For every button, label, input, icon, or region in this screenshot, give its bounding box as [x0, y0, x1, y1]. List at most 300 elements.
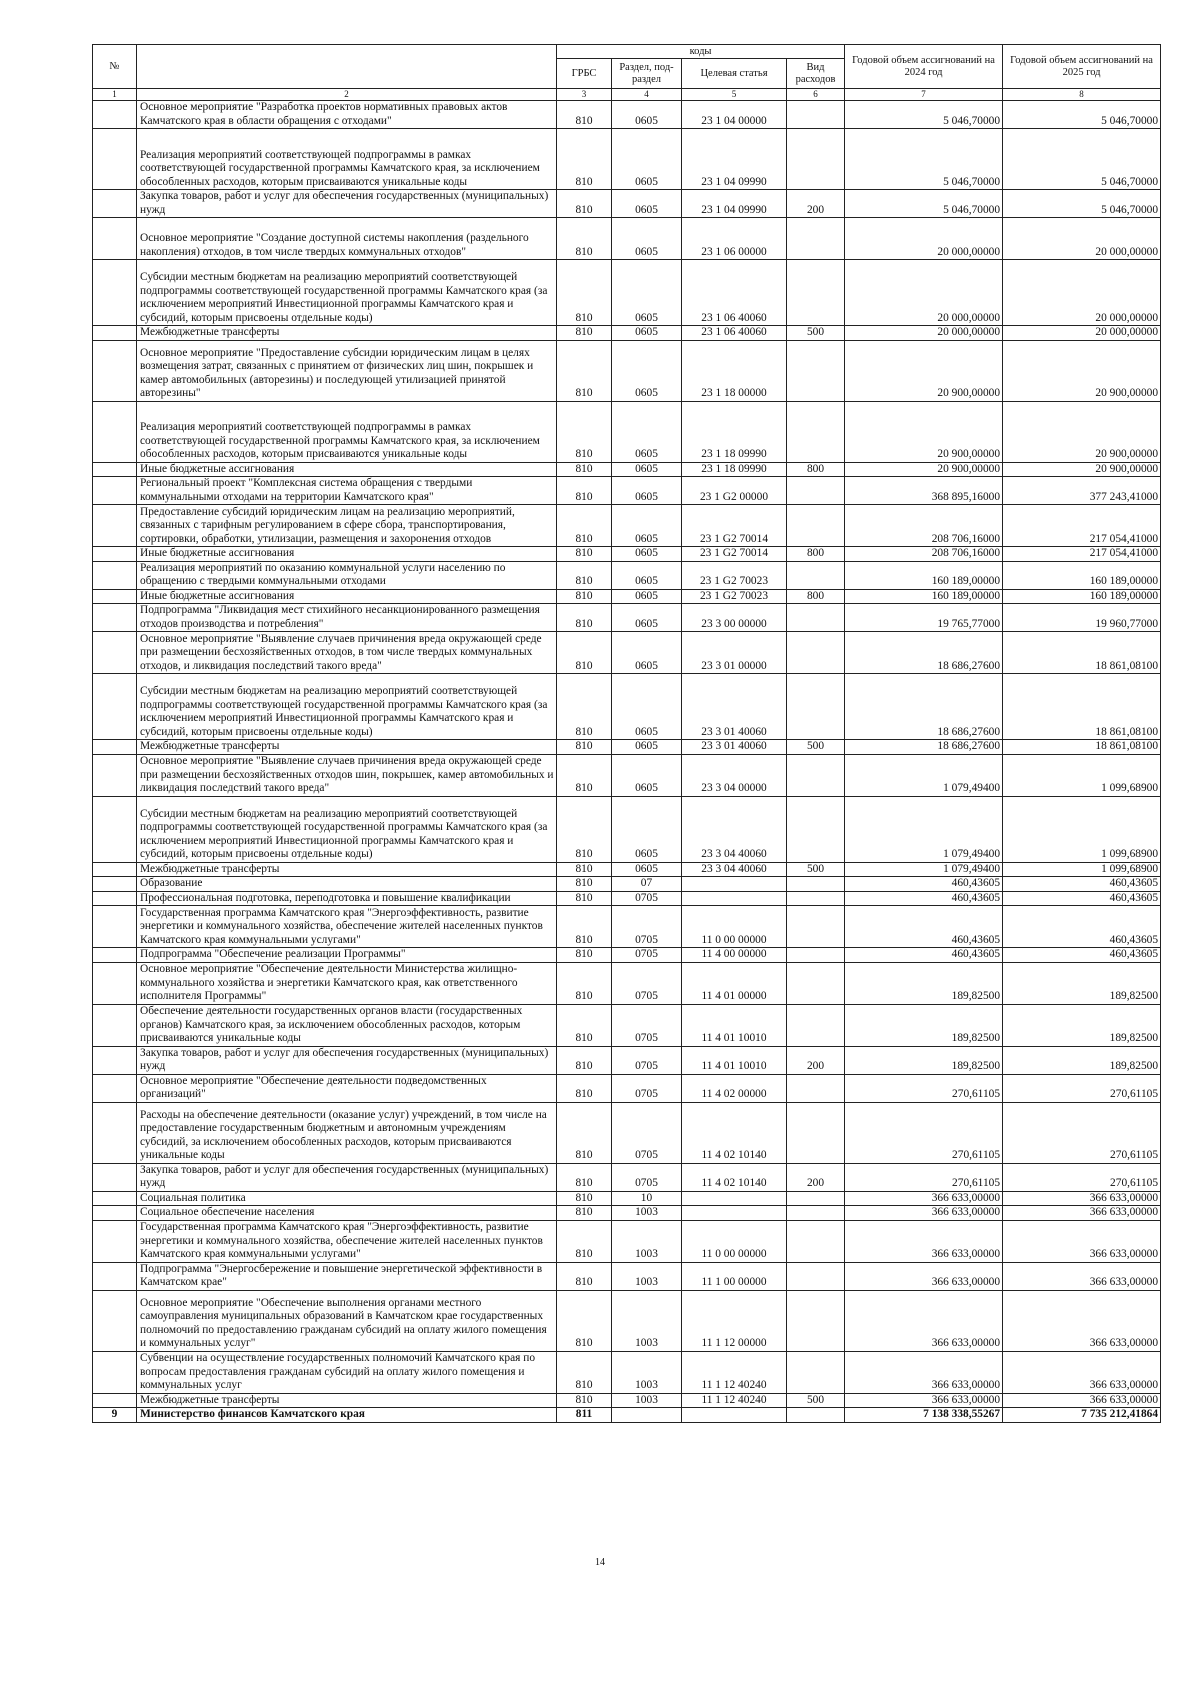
- row-name: Межбюджетные трансферты: [137, 326, 557, 341]
- row-number: [93, 561, 137, 589]
- row-number: [93, 1206, 137, 1221]
- row-kind: [787, 505, 845, 547]
- row-name: Субсидии местным бюджетам на реализацию мероприятий соответствующей подпрограммы соответствующей государственной программы Камчатского края (за исключением мероприятий Инвестиционной программы Камчатского края и субсидий, которым присвоены отдельные коды): [137, 674, 557, 740]
- row-kind: [787, 477, 845, 505]
- row-grbs: 810: [557, 674, 612, 740]
- row-amount-2025: 7 735 212,41864: [1003, 1408, 1161, 1423]
- row-amount-2025: 366 633,00000: [1003, 1191, 1161, 1206]
- row-target: 11 0 00 00000: [682, 906, 787, 948]
- table-row: [93, 1046, 1161, 1074]
- row-amount-2024: 270,61105: [845, 1102, 1003, 1163]
- row-grbs: 810: [557, 1290, 612, 1351]
- col-number-7: 7: [845, 89, 1003, 101]
- row-kind: 200: [787, 1163, 845, 1191]
- row-grbs: 810: [557, 1163, 612, 1191]
- row-target: [682, 1206, 787, 1221]
- row-kind: [787, 906, 845, 948]
- header-target: Целевая статья: [682, 59, 787, 89]
- row-target: 23 1 18 09990: [682, 462, 787, 477]
- row-kind: [787, 948, 845, 963]
- row-target: 23 1 04 09990: [682, 129, 787, 190]
- table-row: [93, 190, 1161, 218]
- row-section: 0705: [612, 906, 682, 948]
- row-amount-2024: 5 046,70000: [845, 190, 1003, 218]
- row-grbs: 810: [557, 477, 612, 505]
- row-name: Профессиональная подготовка, переподготовка и повышение квалификации: [137, 891, 557, 906]
- row-name: Основное мероприятие "Выявление случаев причинения вреда окружающей среде при размещении бесхозяйственных отходов шин, покрышек, камер автомобильных и ликвидация последствий такого вреда": [137, 754, 557, 796]
- row-amount-2025: 1 099,68900: [1003, 796, 1161, 862]
- row-grbs: 810: [557, 218, 612, 260]
- row-number: [93, 877, 137, 892]
- row-kind: [787, 218, 845, 260]
- row-kind: [787, 604, 845, 632]
- row-name: Основное мероприятие "Обеспечение деятельности подведомственных организаций": [137, 1074, 557, 1102]
- row-name: Подпрограмма "Ликвидация мест стихийного несанкционированного размещения отходов производства и потребления": [137, 604, 557, 632]
- row-name: Закупка товаров, работ и услуг для обеспечения государственных (муниципальных) нужд: [137, 190, 557, 218]
- row-target: 23 3 04 40060: [682, 796, 787, 862]
- row-amount-2024: 208 706,16000: [845, 505, 1003, 547]
- row-amount-2024: 366 633,00000: [845, 1191, 1003, 1206]
- row-name: Реализация мероприятий соответствующей подпрограммы в рамках соответствующей государственной программы Камчатского края, за исключением обособленных расходов, которым присваиваются уникальные коды: [137, 401, 557, 462]
- row-amount-2025: 160 189,00000: [1003, 589, 1161, 604]
- row-target: [682, 1408, 787, 1423]
- row-name: Закупка товаров, работ и услуг для обеспечения государственных (муниципальных) нужд: [137, 1046, 557, 1074]
- row-target: 23 1 06 00000: [682, 218, 787, 260]
- row-grbs: 810: [557, 1004, 612, 1046]
- row-grbs: 810: [557, 604, 612, 632]
- row-amount-2024: 366 633,00000: [845, 1262, 1003, 1290]
- row-amount-2025: 20 900,00000: [1003, 462, 1161, 477]
- table-row: [93, 1191, 1161, 1206]
- row-target: 11 4 02 10140: [682, 1163, 787, 1191]
- row-amount-2024: 366 633,00000: [845, 1206, 1003, 1221]
- row-kind: [787, 401, 845, 462]
- row-section: 0605: [612, 796, 682, 862]
- row-kind: [787, 877, 845, 892]
- row-section: 0605: [612, 589, 682, 604]
- row-grbs: 810: [557, 1351, 612, 1393]
- row-grbs: 810: [557, 340, 612, 401]
- row-kind: [787, 891, 845, 906]
- row-section: 0605: [612, 101, 682, 129]
- table-row: [93, 891, 1161, 906]
- row-name: Реализация мероприятий соответствующей подпрограммы в рамках соответствующей государственной программы Камчатского края, за исключением обособленных расходов, которым присваиваются уникальные коды: [137, 129, 557, 190]
- row-name: Иные бюджетные ассигнования: [137, 547, 557, 562]
- row-amount-2024: 208 706,16000: [845, 547, 1003, 562]
- row-target: 11 4 00 00000: [682, 948, 787, 963]
- row-kind: [787, 796, 845, 862]
- row-target: 11 0 00 00000: [682, 1220, 787, 1262]
- row-number: [93, 401, 137, 462]
- row-kind: 800: [787, 547, 845, 562]
- row-grbs: 810: [557, 1046, 612, 1074]
- row-amount-2024: 160 189,00000: [845, 561, 1003, 589]
- row-amount-2024: 5 046,70000: [845, 129, 1003, 190]
- row-number: [93, 891, 137, 906]
- row-amount-2025: 18 861,08100: [1003, 674, 1161, 740]
- row-grbs: 810: [557, 796, 612, 862]
- row-amount-2024: 160 189,00000: [845, 589, 1003, 604]
- row-amount-2025: 270,61105: [1003, 1074, 1161, 1102]
- row-name: Основное мероприятие "Обеспечение выполнения органами местного самоуправления муниципальных образований в Камчатском крае государственных полномочий по предоставлению гражданам субсидий на оплату жилого помещения и коммунальных услуг": [137, 1290, 557, 1351]
- table-row: [93, 1102, 1161, 1163]
- table-row: [93, 326, 1161, 341]
- header-num: №: [93, 45, 137, 89]
- row-amount-2024: 1 079,49400: [845, 862, 1003, 877]
- row-amount-2024: 19 765,77000: [845, 604, 1003, 632]
- row-amount-2024: 18 686,27600: [845, 740, 1003, 755]
- row-amount-2025: 189,82500: [1003, 1046, 1161, 1074]
- row-section: 0705: [612, 1074, 682, 1102]
- row-name: Иные бюджетные ассигнования: [137, 589, 557, 604]
- row-section: 0605: [612, 674, 682, 740]
- row-grbs: 810: [557, 129, 612, 190]
- row-section: 0705: [612, 1046, 682, 1074]
- row-amount-2024: 366 633,00000: [845, 1220, 1003, 1262]
- row-number: [93, 1102, 137, 1163]
- table-row: [93, 1004, 1161, 1046]
- header-kind: Вид расходов: [787, 59, 845, 89]
- row-name: Расходы на обеспечение деятельности (оказание услуг) учреждений, в том числе на предоставление государственным бюджетным и автономным учреждениям субсидий, за исключением обособленных расходов, которым присваиваются уникальные коды: [137, 1102, 557, 1163]
- row-kind: [787, 1290, 845, 1351]
- row-kind: 200: [787, 190, 845, 218]
- row-grbs: 810: [557, 326, 612, 341]
- table-row: [93, 1408, 1161, 1423]
- row-target: 23 1 G2 70023: [682, 561, 787, 589]
- row-amount-2024: 366 633,00000: [845, 1351, 1003, 1393]
- row-kind: [787, 962, 845, 1004]
- row-number: [93, 129, 137, 190]
- row-number: [93, 796, 137, 862]
- row-kind: 500: [787, 1393, 845, 1408]
- row-amount-2025: 366 633,00000: [1003, 1220, 1161, 1262]
- row-number: [93, 1191, 137, 1206]
- row-number: [93, 1074, 137, 1102]
- table-row: [93, 1393, 1161, 1408]
- table-row: [93, 948, 1161, 963]
- row-number: [93, 604, 137, 632]
- row-section: 1003: [612, 1262, 682, 1290]
- row-grbs: 810: [557, 260, 612, 326]
- row-kind: 800: [787, 589, 845, 604]
- row-name: Межбюджетные трансферты: [137, 862, 557, 877]
- row-target: 23 1 G2 00000: [682, 477, 787, 505]
- row-kind: [787, 674, 845, 740]
- row-amount-2024: 20 900,00000: [845, 462, 1003, 477]
- row-amount-2025: 270,61105: [1003, 1163, 1161, 1191]
- row-number: [93, 674, 137, 740]
- row-amount-2025: 366 633,00000: [1003, 1290, 1161, 1351]
- table-row: [93, 129, 1161, 190]
- row-grbs: 810: [557, 754, 612, 796]
- row-section: 0605: [612, 505, 682, 547]
- row-grbs: 811: [557, 1408, 612, 1423]
- row-amount-2024: 18 686,27600: [845, 632, 1003, 674]
- row-amount-2025: 19 960,77000: [1003, 604, 1161, 632]
- col-number-3: 3: [557, 89, 612, 101]
- row-section: 1003: [612, 1290, 682, 1351]
- budget-table: [92, 44, 1161, 1423]
- row-amount-2025: 160 189,00000: [1003, 561, 1161, 589]
- row-grbs: 810: [557, 877, 612, 892]
- table-row: [93, 589, 1161, 604]
- header-codes: коды: [557, 45, 845, 59]
- row-number: [93, 326, 137, 341]
- row-section: 0705: [612, 891, 682, 906]
- row-amount-2024: 368 895,16000: [845, 477, 1003, 505]
- row-grbs: 810: [557, 505, 612, 547]
- col-number-1: 1: [93, 89, 137, 101]
- row-section: 1003: [612, 1206, 682, 1221]
- row-target: 23 1 18 09990: [682, 401, 787, 462]
- row-number: [93, 340, 137, 401]
- row-name: Основное мероприятие "Выявление случаев причинения вреда окружающей среде при размещении бесхозяйственных отходов, в том числе твердых коммунальных отходов, и ликвидация последствий такого вреда": [137, 632, 557, 674]
- row-target: 23 3 04 40060: [682, 862, 787, 877]
- row-name: Обеспечение деятельности государственных органов власти (государственных органов) Камчатского края, за исключением обособленных расходов, которым присваиваются уникальные коды: [137, 1004, 557, 1046]
- row-name: Региональный проект "Комплексная система обращения с твердыми коммунальными отходами на территории Камчатского края": [137, 477, 557, 505]
- row-grbs: 810: [557, 401, 612, 462]
- row-name: Подпрограмма "Энергосбережение и повышение энергетической эффективности в Камчатском крае": [137, 1262, 557, 1290]
- row-target: 11 4 01 10010: [682, 1046, 787, 1074]
- table-row: [93, 754, 1161, 796]
- row-grbs: 810: [557, 190, 612, 218]
- page-number: 14: [595, 1557, 605, 1568]
- row-amount-2024: 1 079,49400: [845, 754, 1003, 796]
- row-amount-2025: 20 000,00000: [1003, 260, 1161, 326]
- row-kind: 200: [787, 1046, 845, 1074]
- row-kind: [787, 1191, 845, 1206]
- row-section: 0705: [612, 962, 682, 1004]
- row-amount-2024: 20 900,00000: [845, 340, 1003, 401]
- header-section: Раздел, под-раздел: [612, 59, 682, 89]
- row-number: [93, 948, 137, 963]
- row-number: [93, 101, 137, 129]
- row-amount-2024: 366 633,00000: [845, 1393, 1003, 1408]
- row-target: 11 1 12 40240: [682, 1393, 787, 1408]
- row-target: 11 4 02 10140: [682, 1102, 787, 1163]
- row-section: 0605: [612, 260, 682, 326]
- row-name: Межбюджетные трансферты: [137, 740, 557, 755]
- col-number-4: 4: [612, 89, 682, 101]
- row-grbs: 810: [557, 1074, 612, 1102]
- row-section: 0605: [612, 862, 682, 877]
- row-amount-2025: 217 054,41000: [1003, 505, 1161, 547]
- row-target: 23 3 01 40060: [682, 740, 787, 755]
- row-amount-2025: 5 046,70000: [1003, 190, 1161, 218]
- row-amount-2024: 460,43605: [845, 948, 1003, 963]
- table-row: [93, 674, 1161, 740]
- row-section: 0605: [612, 604, 682, 632]
- row-number: [93, 477, 137, 505]
- table-header: [93, 45, 1161, 101]
- table-row: [93, 1163, 1161, 1191]
- row-number: [93, 505, 137, 547]
- row-target: 23 1 G2 70014: [682, 547, 787, 562]
- row-name: Субсидии местным бюджетам на реализацию мероприятий соответствующей подпрограммы соответствующей государственной программы Камчатского края (за исключением мероприятий Инвестиционной программы Камчатского края и субсидий, которым присвоены отдельные коды): [137, 796, 557, 862]
- row-amount-2025: 20 900,00000: [1003, 340, 1161, 401]
- table-row: [93, 1220, 1161, 1262]
- row-amount-2025: 460,43605: [1003, 906, 1161, 948]
- row-amount-2024: 20 900,00000: [845, 401, 1003, 462]
- row-number: [93, 1393, 137, 1408]
- table-row: [93, 604, 1161, 632]
- table-row: [93, 1262, 1161, 1290]
- row-kind: [787, 754, 845, 796]
- row-amount-2024: 7 138 338,55267: [845, 1408, 1003, 1423]
- row-grbs: 810: [557, 962, 612, 1004]
- row-number: [93, 906, 137, 948]
- header-grbs: ГРБС: [557, 59, 612, 89]
- row-number: [93, 547, 137, 562]
- col-number-8: 8: [1003, 89, 1161, 101]
- row-amount-2025: 20 900,00000: [1003, 401, 1161, 462]
- row-name: Государственная программа Камчатского края "Энергоэффективность, развитие энергетики и коммунального хозяйства, обеспечение жителей населенных пунктов Камчатского края коммунальными услугами": [137, 906, 557, 948]
- row-section: 0605: [612, 740, 682, 755]
- row-section: 1003: [612, 1351, 682, 1393]
- row-kind: [787, 260, 845, 326]
- row-grbs: 810: [557, 906, 612, 948]
- row-grbs: 810: [557, 561, 612, 589]
- row-grbs: 810: [557, 891, 612, 906]
- row-section: 0605: [612, 190, 682, 218]
- row-amount-2025: 460,43605: [1003, 948, 1161, 963]
- table-row: [93, 218, 1161, 260]
- row-section: 07: [612, 877, 682, 892]
- row-number: [93, 1220, 137, 1262]
- row-target: 23 1 04 09990: [682, 190, 787, 218]
- row-target: 23 3 04 00000: [682, 754, 787, 796]
- row-name: Субсидии местным бюджетам на реализацию мероприятий соответствующей подпрограммы соответствующей государственной программы Камчатского края (за исключением мероприятий Инвестиционной программы Камчатского края и субсидий, которым присвоены отдельные коды): [137, 260, 557, 326]
- row-number: [93, 462, 137, 477]
- table-row: [93, 877, 1161, 892]
- row-section: 0605: [612, 462, 682, 477]
- table-row: [93, 401, 1161, 462]
- row-amount-2024: 1 079,49400: [845, 796, 1003, 862]
- row-grbs: 810: [557, 1220, 612, 1262]
- table-row: [93, 477, 1161, 505]
- row-section: 0705: [612, 1163, 682, 1191]
- row-kind: 800: [787, 462, 845, 477]
- header-2025: Годовой объем ассигнований на 2025 год: [1003, 45, 1161, 89]
- row-section: 0605: [612, 547, 682, 562]
- row-name: Подпрограмма "Обеспечение реализации Программы": [137, 948, 557, 963]
- table-row: [93, 505, 1161, 547]
- row-target: 11 1 12 00000: [682, 1290, 787, 1351]
- row-grbs: 810: [557, 462, 612, 477]
- row-section: 0605: [612, 754, 682, 796]
- row-amount-2025: 377 243,41000: [1003, 477, 1161, 505]
- row-amount-2024: 366 633,00000: [845, 1290, 1003, 1351]
- row-number: [93, 1290, 137, 1351]
- row-kind: [787, 101, 845, 129]
- row-target: 23 3 01 40060: [682, 674, 787, 740]
- row-amount-2025: 460,43605: [1003, 891, 1161, 906]
- row-grbs: 810: [557, 589, 612, 604]
- row-section: 0605: [612, 129, 682, 190]
- row-target: [682, 891, 787, 906]
- row-target: 23 3 01 00000: [682, 632, 787, 674]
- row-number: [93, 589, 137, 604]
- row-name: Закупка товаров, работ и услуг для обеспечения государственных (муниципальных) нужд: [137, 1163, 557, 1191]
- row-section: 0605: [612, 340, 682, 401]
- row-number: [93, 1351, 137, 1393]
- row-number: [93, 862, 137, 877]
- row-amount-2025: 20 000,00000: [1003, 218, 1161, 260]
- row-grbs: 810: [557, 1191, 612, 1206]
- row-section: 10: [612, 1191, 682, 1206]
- row-grbs: 810: [557, 547, 612, 562]
- row-grbs: 810: [557, 1262, 612, 1290]
- row-number: [93, 1262, 137, 1290]
- row-amount-2025: 189,82500: [1003, 962, 1161, 1004]
- row-amount-2025: 18 861,08100: [1003, 740, 1161, 755]
- row-kind: [787, 632, 845, 674]
- row-name: Государственная программа Камчатского края "Энергоэффективность, развитие энергетики и коммунального хозяйства, обеспечение жителей населенных пунктов Камчатского края коммунальными услугами": [137, 1220, 557, 1262]
- row-kind: [787, 1262, 845, 1290]
- row-amount-2025: 366 633,00000: [1003, 1393, 1161, 1408]
- row-kind: [787, 1004, 845, 1046]
- row-name: Министерство финансов Камчатского края: [137, 1408, 557, 1423]
- row-target: 23 1 06 40060: [682, 260, 787, 326]
- table-row: [93, 340, 1161, 401]
- table-row: [93, 796, 1161, 862]
- row-number: [93, 754, 137, 796]
- row-target: 23 1 18 00000: [682, 340, 787, 401]
- table-row: [93, 862, 1161, 877]
- row-amount-2024: 189,82500: [845, 962, 1003, 1004]
- row-target: [682, 877, 787, 892]
- row-name: Основное мероприятие "Обеспечение деятельности Министерства жилищно-коммунального хозяйства и энергетики Камчатского края, как ответственного исполнителя Программы": [137, 962, 557, 1004]
- row-number: [93, 190, 137, 218]
- row-amount-2024: 460,43605: [845, 906, 1003, 948]
- row-amount-2024: 270,61105: [845, 1163, 1003, 1191]
- row-target: 23 3 00 00000: [682, 604, 787, 632]
- row-target: 11 1 12 40240: [682, 1351, 787, 1393]
- col-number-6: 6: [787, 89, 845, 101]
- row-target: 23 1 06 40060: [682, 326, 787, 341]
- row-number: [93, 962, 137, 1004]
- row-kind: [787, 1074, 845, 1102]
- row-amount-2024: 189,82500: [845, 1004, 1003, 1046]
- table-row: [93, 547, 1161, 562]
- row-number: [93, 1004, 137, 1046]
- row-target: 23 1 04 00000: [682, 101, 787, 129]
- row-amount-2025: 20 000,00000: [1003, 326, 1161, 341]
- row-kind: [787, 1220, 845, 1262]
- row-amount-2025: 217 054,41000: [1003, 547, 1161, 562]
- table-row: [93, 740, 1161, 755]
- table-row: [93, 101, 1161, 129]
- row-section: 0605: [612, 632, 682, 674]
- row-grbs: 810: [557, 1102, 612, 1163]
- col-number-2: 2: [137, 89, 557, 101]
- row-name: Субвенции на осуществление государственных полномочий Камчатского края по вопросам предоставления гражданам субсидий на оплату жилого помещения и коммунальных услуг: [137, 1351, 557, 1393]
- row-number: [93, 1163, 137, 1191]
- row-amount-2025: 5 046,70000: [1003, 101, 1161, 129]
- row-name: Социальная политика: [137, 1191, 557, 1206]
- row-target: 23 1 G2 70014: [682, 505, 787, 547]
- table-row: [93, 962, 1161, 1004]
- row-amount-2024: 270,61105: [845, 1074, 1003, 1102]
- row-section: 0605: [612, 401, 682, 462]
- row-grbs: 810: [557, 632, 612, 674]
- row-kind: 500: [787, 740, 845, 755]
- row-name: Реализация мероприятий по оказанию коммунальной услуги населению по обращению с твердыми коммунальными отходами: [137, 561, 557, 589]
- table-row: [93, 260, 1161, 326]
- row-name: Иные бюджетные ассигнования: [137, 462, 557, 477]
- row-grbs: 810: [557, 740, 612, 755]
- row-grbs: 810: [557, 1393, 612, 1408]
